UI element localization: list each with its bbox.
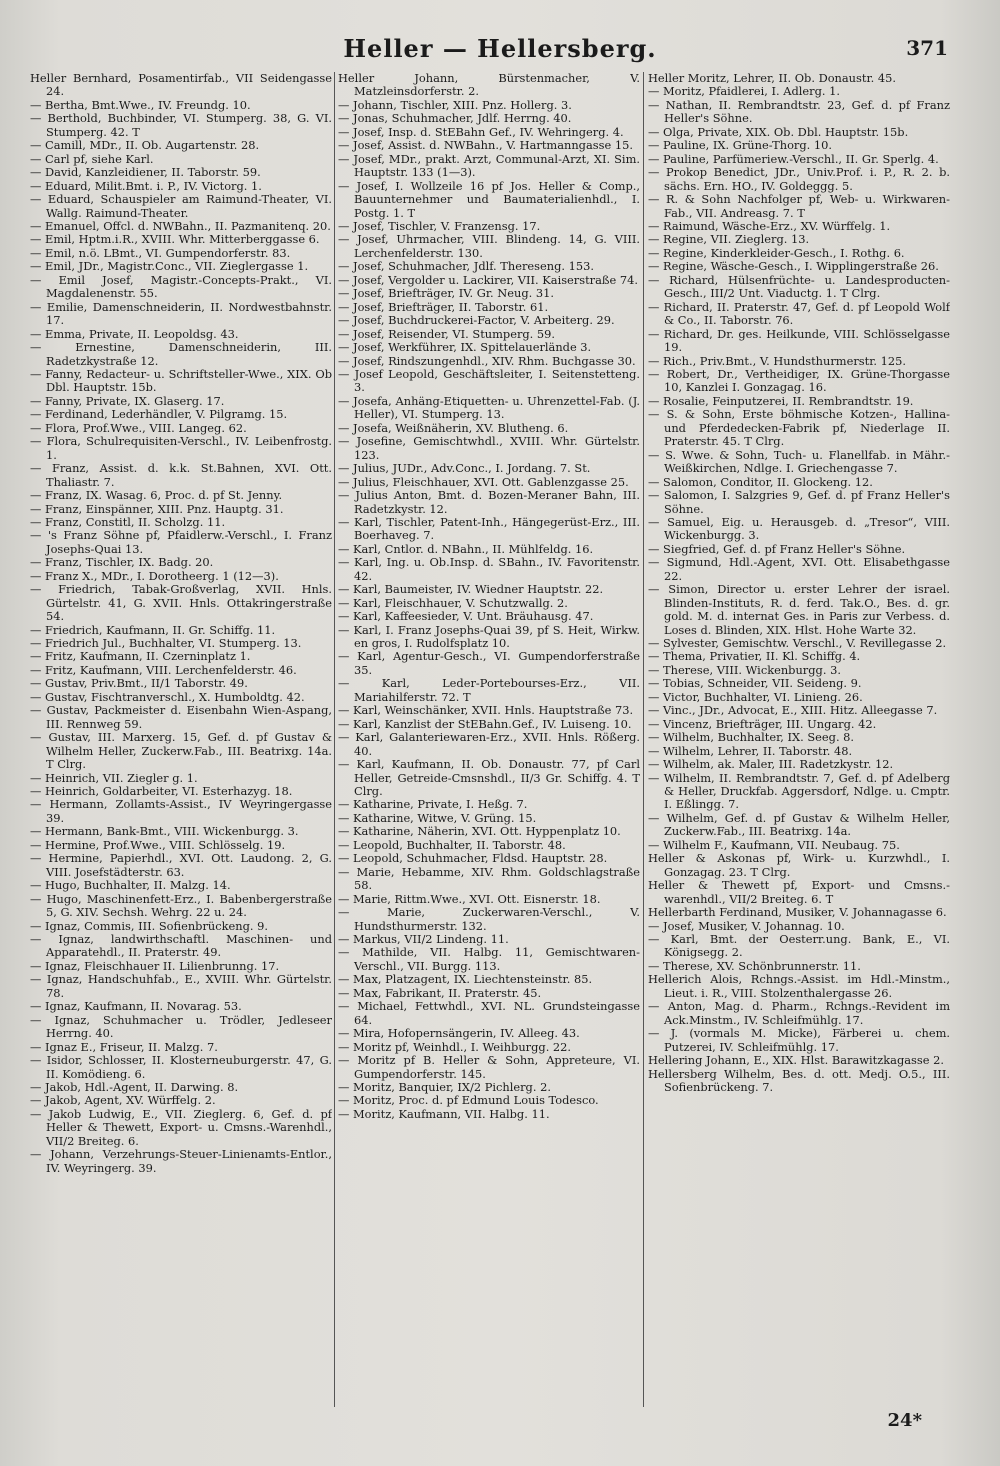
directory-entry: — Nathan, II. Rembrandtstr. 23, Gef. d. pf Franz Heller's Söhne. xyxy=(648,97,950,126)
directory-entry: — Marie, Zuckerwaren-Verschl., V. Hundsthurmerstr. 132. xyxy=(338,905,640,933)
directory-entry: — Heinrich, Goldarbeiter, VI. Esterhazyg. 18. xyxy=(30,784,293,799)
directory-entry: — Franz, Constitl, II. Scholzg. 11. xyxy=(30,514,226,529)
directory-entry: — Regine, VII. Zieglerg. 13. xyxy=(648,232,810,247)
directory-entry: — Karl, Agentur-Gesch., VI. Gumpendorferstraße 35. xyxy=(338,649,640,677)
directory-entry: — Wilhelm, Gef. d. pf Gustav & Wilhelm Heller, Zuckerw.Fab., III. Beatrixg. 14a. xyxy=(648,810,950,839)
directory-entry: — Fritz, Kaufmann, II. Czerninplatz 1. xyxy=(30,649,251,664)
directory-entry: — Franz, IX. Wasag. 6, Proc. d. pf St. Jenny. xyxy=(30,488,283,503)
column-divider xyxy=(334,72,335,1407)
directory-entry: — Prokop Benedict, JDr., Univ.Prof. i. P., R. 2. b. sächs. Ern. HO., IV. Goldeggg. 5. xyxy=(648,165,950,193)
directory-entry: — J. (vormals M. Micke), Färberei u. chem. Putzerei, IV. Schleifmühlg. 17. xyxy=(648,1026,950,1054)
directory-entry: — Karl, Ing. u. Ob.Insp. d. SBahn., IV. Favoritenstr. 42. xyxy=(338,555,640,583)
directory-entry: — Josef, Musiker, V. Johannag. 10. xyxy=(648,918,845,933)
directory-entry: — Katharine, Private, I. Heßg. 7. xyxy=(338,797,528,812)
directory-entry: — Josef, Insp. d. StEBahn Gef., IV. Wehringerg. 4. xyxy=(338,124,624,139)
directory-entry: — Emil, JDr., Magistr.Conc., VII. Zieglergasse 1. xyxy=(30,259,309,274)
directory-entry: — Isidor, Schlosser, II. Klosterneuburgerstr. 47, G. II. Komödieng. 6. xyxy=(30,1053,332,1081)
directory-entry: — Hermine, Papierhdl., XVI. Ott. Laudong. 2, G. VIII. Josefstädterstr. 63. xyxy=(30,851,332,879)
directory-entry: — Julius, Fleischhauer, XVI. Ott. Gablenzgasse 25. xyxy=(338,474,629,489)
directory-entry: — Max, Fabrikant, II. Praterstr. 45. xyxy=(338,985,542,1000)
directory-entry: — Sylvester, Gemischtw. Verschl., V. Revillegasse 2. xyxy=(648,636,947,651)
directory-entry: — Josef, Tischler, V. Franzensg. 17. xyxy=(338,218,541,233)
directory-entry: — Ferdinand, Lederhändler, V. Pilgramg. 15. xyxy=(30,407,288,422)
running-head: Heller — Hellersberg. xyxy=(343,34,657,63)
directory-entry: — Karl, I. Franz Josephs-Quai 39, pf S. Heit, Wirkw. en gros, I. Rudolfsplatz 10. xyxy=(338,622,640,651)
directory-entry: — Gustav, III. Marxerg. 15, Gef. d. pf Gustav & Wilhelm Heller, Zuckerw.Fab., III. Beatrixg. 14a. T Clrg. xyxy=(30,730,332,772)
directory-entry: — Fanny, Private, IX. Glaserg. 17. xyxy=(30,393,225,408)
directory-entry: — Regine, Kinderkleider-Gesch., I. Rothg. 6. xyxy=(648,245,905,260)
directory-entry: — Victor, Buchhalter, VI. Linieng. 26. xyxy=(648,689,863,704)
directory-entry: — Josef, I. Wollzeile 16 pf Jos. Heller & Comp., Bauunternehmer und Baumaterialienhdl., I. Postg. 1. T xyxy=(338,178,640,220)
directory-entry: — Simon, Director u. erster Lehrer der israel. Blinden-Instituts, R. d. ferd. Tak.O., Bes. d. gr. gold. M. d. internat Ges. in Paris zur Verbess. d. Loses d. Blinden, XIX. Hlst. Hohe Warte 32. xyxy=(648,582,950,637)
directory-entry: — Marie, Rittm.Wwe., XVI. Ott. Eisnerstr. 18. xyxy=(338,891,601,906)
directory-entry: — Ignaz, Commis, III. Sofienbrückeng. 9. xyxy=(30,918,268,933)
directory-entry: — Leopold, Buchhalter, II. Taborstr. 48. xyxy=(338,837,566,852)
directory-entry: — Ignaz, Schuhmacher u. Trödler, Jedleseer Herrng. 40. xyxy=(30,1012,332,1041)
directory-column-right xyxy=(648,72,950,1412)
directory-entry: — Ignaz E., Friseur, II. Malzg. 7. xyxy=(30,1039,218,1054)
directory-entry: — Salomon, Conditor, II. Glockeng. 12. xyxy=(648,474,873,489)
signature-mark: 24* xyxy=(887,1410,922,1431)
directory-entry: — Julius Anton, Bmt. d. Bozen-Meraner Bahn, III. Radetzkystr. 12. xyxy=(338,488,640,516)
directory-entry: — Hermine, Prof.Wwe., VIII. Schlösselg. 19. xyxy=(30,837,286,852)
directory-entry: — Emil, n.ö. LBmt., VI. Gumpendorferstr. 83. xyxy=(30,245,291,260)
directory-entry: Hellering Johann, E., XIX. Hlst. Barawitzkagasse 2. xyxy=(648,1053,944,1068)
directory-entry: — Ignaz, landwirthschaftl. Maschinen- und Apparatehdl., II. Praterstr. 49. xyxy=(30,932,332,960)
directory-entry: — Katharine, Witwe, V. Grüng. 15. xyxy=(338,810,537,825)
directory-column-left xyxy=(30,72,332,1412)
directory-entry: — Raimund, Wäsche-Erz., XV. Würffelg. 1. xyxy=(648,218,891,233)
directory-entry: — Michael, Fettwhdl., XVI. NL. Grundsteingasse 64. xyxy=(338,999,640,1027)
directory-entry: — Josef, Werkführer, IX. Spittelauerlände 3. xyxy=(338,340,592,355)
directory-entry: — R. & Sohn Nachfolger pf, Web- u. Wirkwaren-Fab., VII. Andreasg. 7. T xyxy=(648,192,950,220)
directory-entry: — Josef, Uhrmacher, VIII. Blindeng. 14, G. VIII. Lerchenfelderstr. 130. xyxy=(338,232,640,260)
directory-entry: — Karl, Leder-Portebourses-Erz., VII. Mariahilferstr. 72. T xyxy=(338,676,640,704)
directory-entry: — Eduard, Schauspieler am Raimund-Theater, VI. Wallg. Raimund-Theater. xyxy=(30,192,332,220)
directory-entry: — Friedrich, Kaufmann, II. Gr. Schiffg. 11. xyxy=(30,622,276,637)
directory-entry: — Franz X., MDr., I. Dorotheerg. 1 (12—3). xyxy=(30,568,279,583)
directory-entry: — Salomon, I. Salzgries 9, Gef. d. pf Franz Heller's Söhne. xyxy=(648,488,950,516)
directory-entry: — Pauline, IX. Grüne-Thorg. 10. xyxy=(648,138,833,153)
directory-entry: — Katharine, Näherin, XVI. Ott. Hyppenplatz 10. xyxy=(338,824,621,839)
directory-entry: — Hugo, Maschinenfett-Erz., I. Babenbergerstraße 5, G. XIV. Sechsh. Wehrg. 22 u. 24. xyxy=(30,891,332,920)
directory-entry: — Friedrich Jul., Buchhalter, VI. Stumperg. 13. xyxy=(30,636,302,651)
directory-entry: — Wilhelm, ak. Maler, III. Radetzkystr. 12. xyxy=(648,757,894,772)
directory-entry: Hellersberg Wilhelm, Bes. d. ott. Medj. O.5., III. Sofienbrückeng. 7. xyxy=(648,1066,950,1094)
directory-entry: — Karl, Kanzlist der StEBahn.Gef., IV. Luiseng. 10. xyxy=(338,716,632,731)
directory-entry: — Ignaz, Kaufmann, II. Novarag. 53. xyxy=(30,999,242,1014)
directory-entry: — Jakob, Agent, XV. Würffelg. 2. xyxy=(30,1093,216,1108)
directory-entry: — Josef, MDr., prakt. Arzt, Communal-Arzt, XI. Sim. Hauptstr. 133 (1—3). xyxy=(338,151,640,180)
directory-entry: — Emil Josef, Magistr.-Concepts-Prakt., VI. Magdalenenstr. 55. xyxy=(30,272,332,301)
directory-entry: — Julius, JUDr., Adv.Conc., I. Jordang. 7. St. xyxy=(338,461,591,476)
directory-entry: — Moritz, Pfaidlerei, I. Adlerg. 1. xyxy=(648,84,840,99)
directory-entry: — Berthold, Buchbinder, VI. Stumperg. 38, G. VI. Stumperg. 42. T xyxy=(30,111,332,139)
directory-entry: — Rosalie, Feinputzerei, II. Rembrandtstr. 19. xyxy=(648,393,914,408)
directory-entry: — Emilie, Damenschneiderin, II. Nordwestbahnstr. 17. xyxy=(30,299,332,328)
directory-entry: — Johann, Verzehrungs-Steuer-Linienamts-Entlor., IV. Weyringerg. 39. xyxy=(30,1147,332,1175)
directory-entry: — Heinrich, VII. Ziegler g. 1. xyxy=(30,770,198,785)
directory-entry: — Jonas, Schuhmacher, Jdlf. Herrng. 40. xyxy=(338,111,572,126)
directory-entry: — Franz, Assist. d. k.k. St.Bahnen, XVI. Ott. Thaliastr. 7. xyxy=(30,461,332,489)
directory-entry: — Moritz pf B. Heller & Sohn, Appreteure, VI. Gumpendorferstr. 145. xyxy=(338,1053,640,1081)
directory-entry: — Jakob Ludwig, E., VII. Zieglerg. 6, Gef. d. pf Heller & Thewett, Export- u. Cmsns.-Warenhdl., VII/2 Breiteg. 6. xyxy=(30,1106,332,1148)
directory-entry: — Hermann, Zollamts-Assist., IV Weyringergasse 39. xyxy=(30,797,332,825)
directory-entry: — Regine, Wäsche-Gesch., I. Wipplingerstraße 26. xyxy=(648,259,939,274)
directory-entry: — Robert, Dr., Vertheidiger, IX. Grüne-Thorgasse 10, Kanzlei I. Gonzagag. 16. xyxy=(648,366,950,395)
directory-entry: — Richard, II. Praterstr. 47, Gef. d. pf Leopold Wolf & Co., II. Taborstr. 76. xyxy=(648,299,950,328)
directory-entry: — Moritz, Banquier, IX/2 Pichlerg. 2. xyxy=(338,1079,551,1094)
page-header xyxy=(0,34,1000,66)
directory-entry: Hellerich Alois, Rchngs.-Assist. im Hdl.-Minstm., Lieut. i. R., VIII. Stolzenthalergasse 26. xyxy=(648,972,950,1000)
directory-entry: — Karl, Weinschänker, XVII. Hnls. Hauptstraße 73. xyxy=(338,703,634,718)
directory-entry: — Tobias, Schneider, VII. Seideng. 9. xyxy=(648,676,862,691)
directory-entry: — Therese, XV. Schönbrunnerstr. 11. xyxy=(648,958,861,973)
directory-entry: — Mira, Hofopernsängerin, IV. Alleeg. 43. xyxy=(338,1026,580,1041)
directory-entry: — Vinc., JDr., Advocat, E., XIII. Hitz. Alleegasse 7. xyxy=(648,703,938,718)
directory-entry: — Josef, Rindszungenhdl., XIV. Rhm. Buchgasse 30. xyxy=(338,353,636,368)
directory-entry: — Camill, MDr., II. Ob. Augartenstr. 28. xyxy=(30,138,260,153)
directory-entry: — Richard, Hülsenfrüchte- u. Landesproducten-Gesch., III/2 Unt. Viaductg. 1. T Clrg. xyxy=(648,272,950,301)
directory-entry: Hellerbarth Ferdinand, Musiker, V. Johannagasse 6. xyxy=(648,905,947,920)
directory-entry: — Max, Platzagent, IX. Liechtensteinstr. 85. xyxy=(338,972,593,987)
directory-entry: — Karl, Kaffeesieder, V. Unt. Bräuhausg. 47. xyxy=(338,609,594,624)
directory-entry: — Bertha, Bmt.Wwe., IV. Freundg. 10. xyxy=(30,97,251,112)
directory-entry: — Fritz, Kaufmann, VIII. Lerchenfelderstr. 46. xyxy=(30,662,297,677)
directory-entry: — Karl, Tischler, Patent-Inh., Hängegerüst-Erz., III. Boerhaveg. 7. xyxy=(338,514,640,543)
directory-entry: — Karl, Baumeister, IV. Wiedner Hauptstr. 22. xyxy=(338,582,604,597)
directory-entry: Heller Moritz, Lehrer, II. Ob. Donaustr. 45. xyxy=(648,72,896,85)
directory-entry: — Karl, Cntlor. d. NBahn., II. Mühlfeldg. 16. xyxy=(338,541,594,556)
directory-entry: — Karl, Fleischhauer, V. Schutzwallg. 2. xyxy=(338,595,568,610)
directory-entry: — David, Kanzleidiener, II. Taborstr. 59. xyxy=(30,165,261,180)
directory-entry: — Fanny, Redacteur- u. Schriftsteller-Wwe., XIX. Ob Dbl. Hauptstr. 15b. xyxy=(30,366,332,395)
directory-entry: — Josefa, Weißnäherin, XV. Blutheng. 6. xyxy=(338,420,569,435)
directory-entry: — Samuel, Eig. u. Herausgeb. d. „Tresor“, VIII. Wickenburgg. 3. xyxy=(648,514,950,543)
directory-entry: — Karl, Galanteriewaren-Erz., XVII. Hnls. Rößerg. 40. xyxy=(338,730,640,758)
directory-entry: — Johann, Tischler, XIII. Pnz. Hollerg. 3. xyxy=(338,97,572,112)
directory-entry: — Anton, Mag. d. Pharm., Rchngs.-Revident im Ack.Minstm., IV. Schleifmühlg. 17. xyxy=(648,999,950,1027)
directory-entry: — Gustav, Fischtranverschl., X. Humboldtg. 42. xyxy=(30,689,305,704)
directory-entry: — Hermann, Bank-Bmt., VIII. Wickenburgg. 3. xyxy=(30,824,299,839)
directory-entry: — Olga, Private, XIX. Ob. Dbl. Hauptstr. 15b. xyxy=(648,124,909,139)
directory-entry: — Flora, Schulrequisiten-Verschl., IV. Leibenfrostg. 1. xyxy=(30,434,332,462)
directory-entry: — Richard, Dr. ges. Heilkunde, VIII. Schlösselgasse 19. xyxy=(648,326,950,355)
directory-entry: — Wilhelm, Buchhalter, IX. Seeg. 8. xyxy=(648,730,855,745)
directory-entry: — Josef, Buchdruckerei-Factor, V. Arbeiterg. 29. xyxy=(338,313,615,328)
directory-entry: — S. Wwe. & Sohn, Tuch- u. Flanellfab. in Mähr.-Weißkirchen, Ndlge. I. Griechengasse 7. xyxy=(648,447,950,476)
directory-entry: Heller Bernhard, Posamentirfab., VII Seidengasse 24. xyxy=(30,72,332,99)
directory-entry: — Emil, Hptm.i.R., XVIII. Whr. Mitterberggasse 6. xyxy=(30,232,320,247)
directory-entry: — Moritz pf, Weinhdl., I. Weihburgg. 22. xyxy=(338,1039,572,1054)
directory-entry: — Pauline, Parfümeriew.-Verschl., II. Gr. Sperlg. 4. xyxy=(648,151,939,166)
directory-entry: Heller & Thewett pf, Export- und Cmsns.-warenhdl., VII/2 Breiteg. 6. T xyxy=(648,878,950,906)
directory-entry: — Emanuel, Offcl. d. NWBahn., II. Pazmanitenq. 20. xyxy=(30,218,331,233)
directory-entry: — Gustav, Priv.Bmt., II/1 Taborstr. 49. xyxy=(30,676,248,691)
directory-entry: — Marie, Hebamme, XIV. Rhm. Goldschlagstraße 58. xyxy=(338,864,640,893)
directory-entry: — Ignaz, Fleischhauer II. Lilienbrunng. 17. xyxy=(30,958,280,973)
directory-entry: — Wilhelm F., Kaufmann, VII. Neubaug. 75. xyxy=(648,837,900,852)
directory-entry: — Moritz, Kaufmann, VII. Halbg. 11. xyxy=(338,1106,550,1121)
directory-entry: — Jakob, Hdl.-Agent, II. Darwing. 8. xyxy=(30,1079,239,1094)
directory-entry: — Josef, Assist. d. NWBahn., V. Hartmanngasse 15. xyxy=(338,138,633,153)
directory-entry: — Ignaz, Handschuhfab., E., XVIII. Whr. Gürtelstr. 78. xyxy=(30,972,332,1000)
directory-entry: — Vincenz, Briefträger, III. Ungarg. 42. xyxy=(648,716,877,731)
directory-entry: — Emma, Private, II. Leopoldsg. 43. xyxy=(30,326,239,341)
directory-entry: — Leopold, Schuhmacher, Fldsd. Hauptstr. 28. xyxy=(338,851,608,866)
directory-entry: — Karl, Kaufmann, II. Ob. Donaustr. 77, pf Carl Heller, Getreide-Cmsnshdl., II/3 Gr. Schiffg. 4. T Clrg. xyxy=(338,757,640,799)
directory-entry: — Friedrich, Tabak-Großverlag, XVII. Hnls. Gürtelstr. 41, G. XVII. Hnls. Ottakringerstraße 54. xyxy=(30,582,332,624)
directory-entry: — Josef, Schuhmacher, Jdlf. Thereseng. 153. xyxy=(338,259,594,274)
directory-entry: — Therese, VIII. Wickenburgg. 3. xyxy=(648,662,841,677)
directory-entry: — Karl, Bmt. der Oesterr.ung. Bank, E., VI. Königsegg. 2. xyxy=(648,932,950,960)
directory-entry: — Ernestine, Damenschneiderin, III. Radetzkystraße 12. xyxy=(30,340,332,368)
directory-entry: — Josef Leopold, Geschäftsleiter, I. Seitenstetteng. 3. xyxy=(338,366,640,395)
directory-entry: — Rich., Priv.Bmt., V. Hundsthurmerstr. 125. xyxy=(648,353,906,368)
directory-entry: — Carl pf, siehe Karl. xyxy=(30,151,154,166)
directory-entry: — Thema, Privatier, II. Kl. Schiffg. 4. xyxy=(648,649,861,664)
directory-entry: — Wilhelm, Lehrer, II. Taborstr. 48. xyxy=(648,743,853,758)
directory-entry: — Moritz, Proc. d. pf Edmund Louis Todesco. xyxy=(338,1093,599,1108)
directory-entry: — Eduard, Milit.Bmt. i. P., IV. Victorg. 1. xyxy=(30,178,262,193)
directory-entry: — Hugo, Buchhalter, II. Malzg. 14. xyxy=(30,878,231,893)
directory-entry: — Franz, Tischler, IX. Badg. 20. xyxy=(30,555,214,570)
directory-entry: Heller Johann, Bürstenmacher, V. Matzleinsdorferstr. 2. xyxy=(338,72,640,99)
directory-entry: — Josef, Briefträger, II. Taborstr. 61. xyxy=(338,299,549,314)
directory-column-middle xyxy=(338,72,640,1412)
column-divider xyxy=(643,72,644,1407)
directory-entry: — Josef, Briefträger, IV. Gr. Neug. 31. xyxy=(338,286,554,301)
directory-entry: — Markus, VII/2 Lindeng. 11. xyxy=(338,932,509,946)
directory-entry: — Josefine, Gemischtwhdl., XVIII. Whr. Gürtelstr. 123. xyxy=(338,434,640,462)
page-number: 371 xyxy=(906,36,948,60)
directory-entry: — Wilhelm, II. Rembrandtstr. 7, Gef. d. pf Adelberg & Heller, Druckfab. Aggersdorf, Ndlge. u. Cmptr. I. Eßlingg. 7. xyxy=(648,770,950,812)
directory-entry: — Flora, Prof.Wwe., VIII. Langeg. 62. xyxy=(30,420,247,435)
directory-entry: Heller & Askonas pf, Wirk- u. Kurzwhdl., I. Gonzagag. 23. T Clrg. xyxy=(648,851,950,879)
directory-entry: — 's Franz Söhne pf, Pfaidlerw.-Verschl., I. Franz Josephs-Quai 13. xyxy=(30,528,332,556)
directory-entry: — S. & Sohn, Erste böhmische Kotzen-, Hallina- und Pferdedecken-Fabrik pf, Niederlage II. Praterstr. 45. T Clrg. xyxy=(648,407,950,449)
directory-entry: — Josef, Reisender, VI. Stumperg. 59. xyxy=(338,326,556,341)
directory-entry: — Josefa, Anhäng-Etiquetten- u. Uhrenzettel-Fab. (J. Heller), VI. Stumperg. 13. xyxy=(338,393,640,422)
directory-entry: — Franz, Einspänner, XIII. Pnz. Hauptg. 31. xyxy=(30,501,284,516)
directory-entry: — Siegfried, Gef. d. pf Franz Heller's Söhne. xyxy=(648,541,906,556)
directory-entry: — Mathilde, VII. Halbg. 11, Gemischtwaren-Verschl., VII. Burgg. 113. xyxy=(338,945,640,973)
directory-entry: — Gustav, Packmeister d. Eisenbahn Wien-Aspang, III. Rennweg 59. xyxy=(30,703,332,731)
directory-entry: — Josef, Vergolder u. Lackirer, VII. Kaiserstraße 74. xyxy=(338,272,638,287)
directory-entry: — Sigmund, Hdl.-Agent, XVI. Ott. Elisabethgasse 22. xyxy=(648,555,950,583)
